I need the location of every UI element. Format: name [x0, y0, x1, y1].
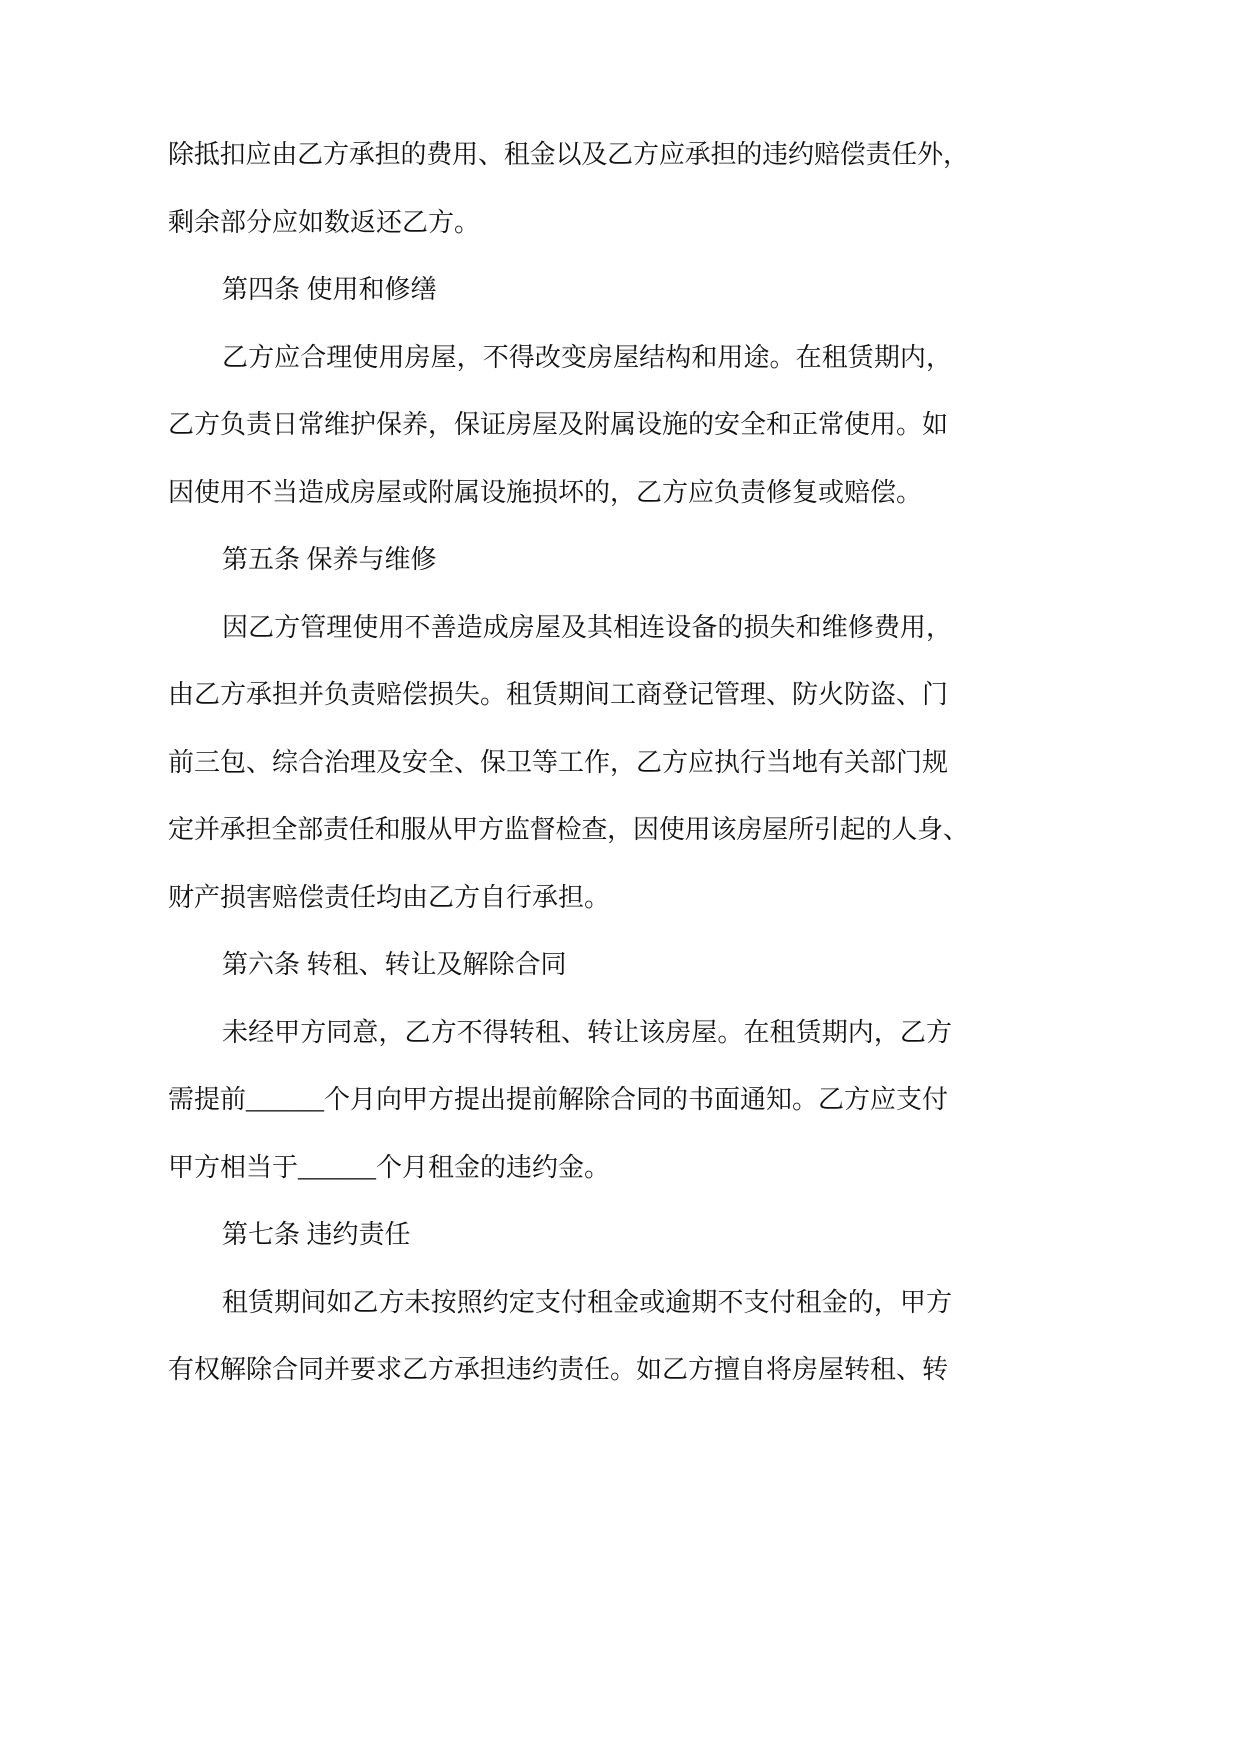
- paragraph-line: 由乙方承担并负责赔偿损失。租赁期间工商登记管理、防火防盗、门: [168, 680, 949, 709]
- paragraph-line: 定并承担全部责任和服从甲方监督检查，因使用该房屋所引起的人身、: [168, 815, 968, 844]
- paragraph-line: 有权解除合同并要求乙方承担违约责任。如乙方擅自将房屋转租、转: [168, 1355, 949, 1384]
- section-heading-article-5: 第五条 保养与维修: [222, 545, 437, 574]
- intro-line: 剩余部分应如数返还乙方。: [168, 207, 481, 237]
- paragraph-line: 乙方负责日常维护保养，保证房屋及附属设施的安全和正常使用。如: [168, 410, 949, 439]
- paragraph-line: 财产损害赔偿责任均由乙方自行承担。: [168, 882, 611, 912]
- paragraph-line: 需提前______个月向甲方提出提前解除合同的书面通知。乙方应支付: [168, 1085, 949, 1114]
- paragraph-line: 前三包、综合治理及安全、保卫等工作，乙方应执行当地有关部门规: [168, 747, 949, 777]
- intro-line: 除抵扣应由乙方承担的费用、租金以及乙方应承担的违约赔偿责任外，: [168, 140, 968, 169]
- paragraph-line: 因乙方管理使用不善造成房屋及其相连设备的损失和维修费用，: [222, 612, 952, 642]
- section-heading-article-7: 第七条 违约责任: [222, 1220, 411, 1249]
- section-heading-article-4: 第四条 使用和修缮: [222, 275, 437, 304]
- section-heading-article-6: 第六条 转租、转让及解除合同: [222, 950, 567, 979]
- paragraph-line: 乙方应合理使用房屋，不得改变房屋结构和用途。在租赁期内，: [222, 342, 952, 372]
- contract-text-body: [168, 121, 978, 1404]
- paragraph-line: 甲方相当于______个月租金的违约金。: [168, 1152, 611, 1182]
- paragraph-line: 租赁期间如乙方未按照约定支付租金或逾期不支付租金的，甲方: [222, 1287, 952, 1317]
- paragraph-line: 未经甲方同意，乙方不得转租、转让该房屋。在租赁期内，乙方: [222, 1017, 952, 1047]
- paragraph-line: 因使用不当造成房屋或附属设施损坏的，乙方应负责修复或赔偿。: [168, 477, 923, 507]
